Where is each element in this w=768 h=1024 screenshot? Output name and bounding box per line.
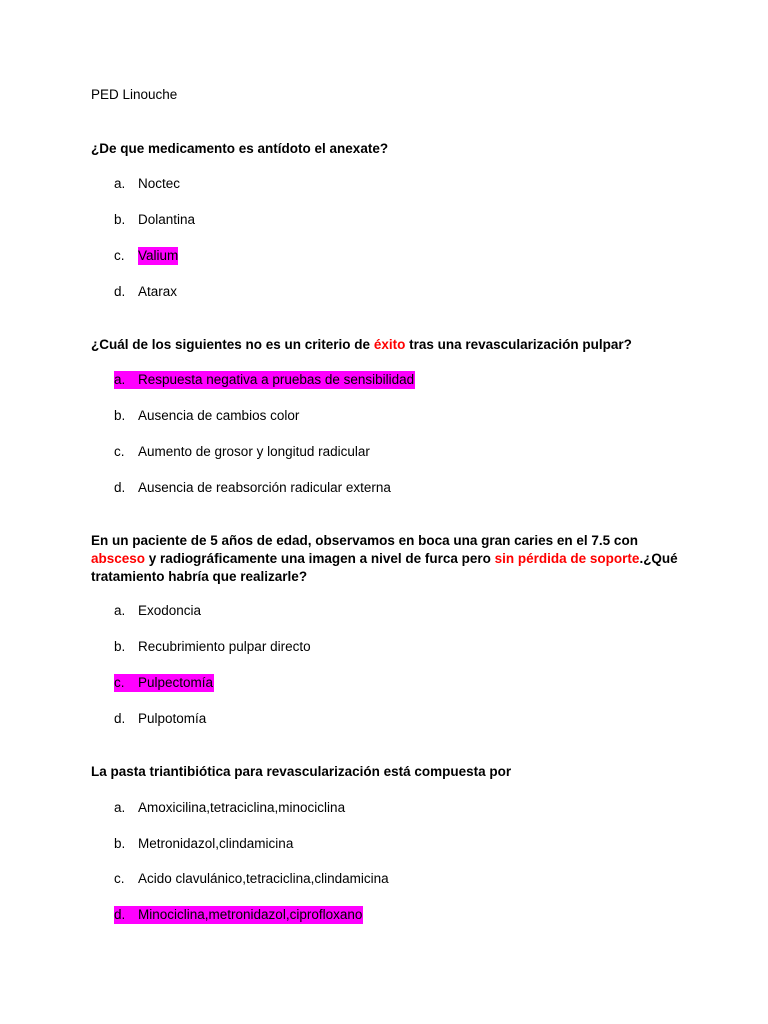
option-text-highlighted: Respuesta negativa a pruebas de sensibilidad [138, 372, 415, 387]
document-header: PED Linouche [91, 87, 178, 102]
option-text: Recubrimiento pulpar directo [138, 639, 311, 654]
option-letter: c. [114, 871, 125, 886]
option-letter: a. [114, 800, 126, 815]
q3-option-d [114, 710, 206, 728]
option-letter: b. [114, 639, 126, 654]
question-3-line-2-end: .¿Qué [639, 551, 678, 566]
q1-option-c [114, 247, 178, 265]
option-text: Aumento de grosor y longitud radicular [138, 444, 370, 459]
option-text: Metronidazol,clindamicina [138, 836, 294, 851]
question-3-emphasis-2: sin pérdida de soporte [494, 551, 640, 566]
question-3-line-3: tratamiento habría que realizarle? [91, 569, 308, 584]
option-letter: d. [114, 284, 126, 299]
option-letter: c. [114, 248, 125, 263]
q4-option-c [114, 870, 389, 888]
option-text-highlighted: Valium [138, 248, 179, 263]
option-letter: b. [114, 408, 126, 423]
question-3-line-1: En un paciente de 5 años de edad, observamos en boca una gran caries en el 7.5 con [91, 533, 638, 548]
question-3-line-2-mid: y radiográficamente una imagen a nivel de furca pero [145, 551, 495, 566]
option-text: Atarax [138, 284, 178, 299]
question-2-part-3: tras una revascularización pulpar? [405, 337, 632, 352]
q4-option-a [114, 799, 345, 817]
question-2 [91, 336, 691, 354]
q3-option-c [114, 674, 214, 692]
option-letter: c. [114, 675, 125, 690]
option-text: Dolantina [138, 212, 196, 227]
q3-option-a [114, 602, 201, 620]
option-text: Ausencia de cambios color [138, 408, 300, 423]
q4-option-b [114, 835, 293, 853]
option-letter: d. [114, 907, 126, 922]
q2-option-c [114, 443, 370, 461]
option-text: Exodoncia [138, 603, 202, 618]
option-text: Acido clavulánico,tetraciclina,clindamicina [138, 871, 389, 886]
option-letter: c. [114, 444, 125, 459]
option-letter: a. [114, 603, 126, 618]
question-3-emphasis-1: absceso [91, 551, 146, 566]
question-4: La pasta triantibiótica para revascularización está compuesta por [91, 764, 512, 779]
q2-option-d [114, 479, 391, 497]
option-letter: b. [114, 836, 126, 851]
question-1: ¿De que medicamento es antídoto el anexate? [91, 141, 389, 156]
option-text: Amoxicilina,tetraciclina,minociclina [138, 800, 346, 815]
option-letter: b. [114, 212, 126, 227]
option-letter: d. [114, 480, 126, 495]
q2-option-a [114, 371, 415, 389]
q4-option-d [114, 906, 363, 924]
option-text-highlighted: Minociclina,metronidazol,ciprofloxano [138, 907, 363, 922]
q1-option-d [114, 283, 177, 301]
option-letter: a. [114, 176, 126, 191]
q1-option-a [114, 175, 180, 193]
question-3 [91, 532, 691, 586]
q1-option-b [114, 211, 195, 229]
option-text: Pulpotomía [138, 711, 207, 726]
question-2-part-1: ¿Cuál de los siguientes no es un criterio de [91, 337, 374, 352]
option-text-highlighted: Pulpectomía [138, 675, 214, 690]
question-3-line-2 [91, 550, 691, 568]
q2-option-b [114, 407, 299, 425]
option-letter: d. [114, 711, 126, 726]
option-text: Ausencia de reabsorción radicular externa [138, 480, 391, 495]
question-2-emphasis: éxito [373, 337, 406, 352]
option-letter: a. [114, 372, 126, 387]
q3-option-b [114, 638, 311, 656]
option-text: Noctec [138, 176, 181, 191]
